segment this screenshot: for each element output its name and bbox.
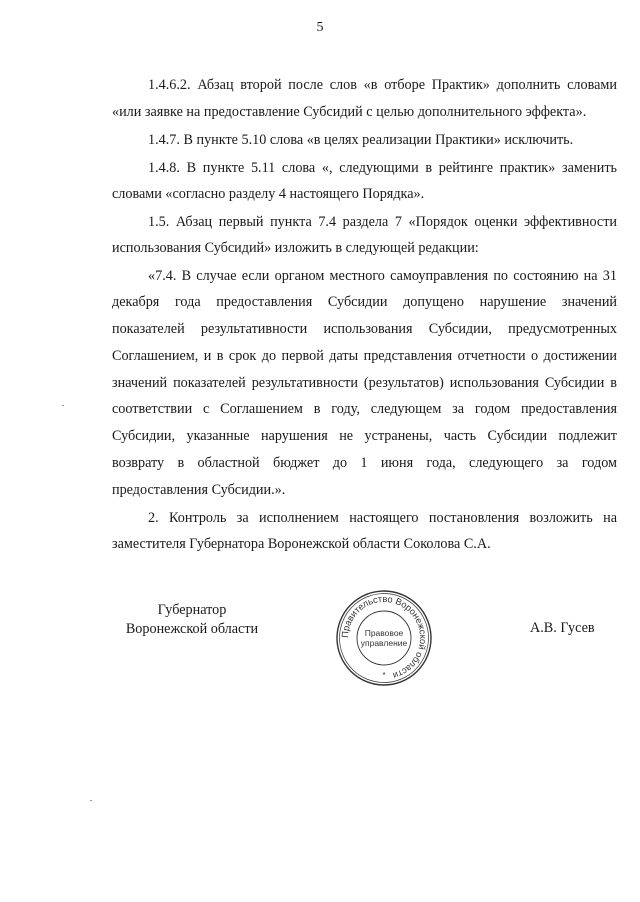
scan-speck <box>90 800 92 801</box>
scan-speck <box>62 405 64 406</box>
paragraph-1-4-7: 1.4.7. В пункте 5.10 слова «в целях реализации Практики» исключить. <box>148 132 574 148</box>
seal-inner-line2: управление <box>360 638 408 648</box>
paragraph-1-4-6-2: 1.4.6.2. Абзац второй после слов «в отборе Практик» дополнить словами «или заявке на предоставление Субсидий с целью дополнительного эффекта». <box>112 77 617 120</box>
seal-outer-text: Правительство Воронежской области <box>339 593 429 681</box>
seal-star: * <box>382 671 386 680</box>
signature-position-line1: Губернатор <box>157 602 227 618</box>
paragraph-7-4-quote: «7.4. В случае если органом местного самоуправления по состоянию на 31 декабря года предоставления Субсидии допущено нарушение значений показателей результативности использования Субсидии, предусмотренных Соглашением, и в срок до первой даты представления отчетности о достижении значений показателей результативности (результатов) использования Субсидии в соответствии с Соглашением в году, следующем за годом предоставления Субсидии, указанные нарушения не устранены, часть Субсидии подлежит возврату в областной бюджет до 1 июня года, следующего за годом предоставления Субсидии.». <box>112 267 617 498</box>
signature-name: А.В. Гусев <box>530 620 595 636</box>
seal-inner-line1: Правовое <box>364 628 404 638</box>
page-number: 5 <box>316 20 324 35</box>
paragraph-1-4-8: 1.4.8. В пункте 5.11 слова «, следующими в рейтинге практик» заменить словами «согласно разделу 4 настоящего Порядка». <box>112 159 617 202</box>
official-seal <box>334 588 434 688</box>
seal-graphic <box>334 588 434 688</box>
document-body <box>112 72 617 558</box>
signature-position-line2: Воронежской области <box>125 621 259 637</box>
paragraph-1-5: 1.5. Абзац первый пункта 7.4 раздела 7 «Порядок оценки эффективности использования Субсидий» изложить в следующей редакции: <box>112 213 617 256</box>
paragraph-2-control: 2. Контроль за исполнением настоящего постановления возложить на заместителя Губернатора Воронежской области Соколова С.А. <box>112 509 617 553</box>
signature-position <box>112 601 272 639</box>
